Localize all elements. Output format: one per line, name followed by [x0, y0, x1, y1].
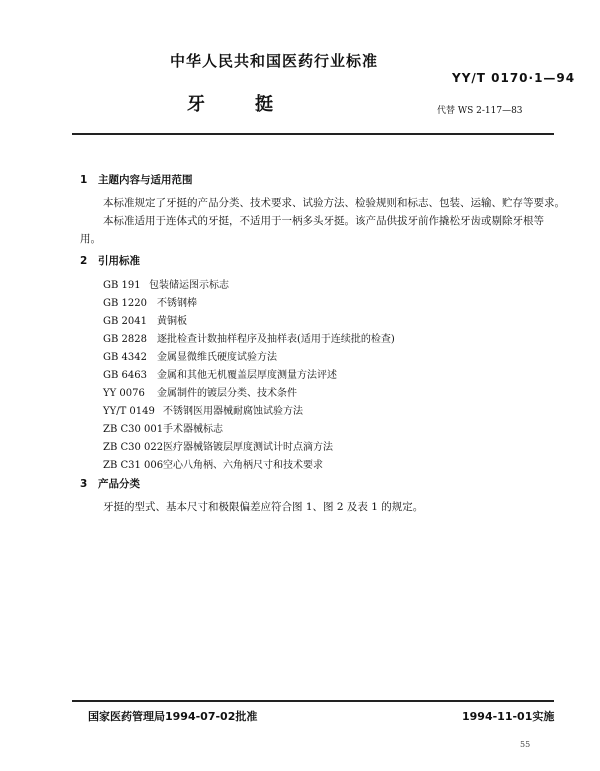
standard-code: YY/T 0170·1—94: [452, 71, 576, 85]
reference-code: YY/T 0149: [103, 406, 155, 417]
reference-title: 不锈钢医用器械耐腐蚀试验方法: [163, 406, 303, 417]
replaces-note: 代替 WS 2-117—83: [437, 106, 523, 116]
approval-line: 国家医药管理局1994-07-02批准: [88, 710, 258, 723]
reference-code: ZB C30 001: [103, 424, 164, 435]
section-1-para-2-line-1: 本标准适用于连体式的牙挺，不适用于一柄多头牙挺。该产品供拔牙前作撬松牙齿或剔除牙根等: [103, 215, 544, 227]
section-3-title: [80, 476, 140, 491]
reference-title: 空心八角柄、六角柄尺寸和技术要求: [163, 460, 323, 471]
reference-code: GB 2041: [103, 316, 147, 327]
header-divider: [72, 133, 554, 135]
reference-title: 黄铜板: [157, 316, 187, 327]
reference-code: YY 0076: [103, 388, 145, 399]
reference-title: 包装储运图示标志: [149, 280, 229, 291]
reference-item: [103, 276, 229, 291]
reference-item: [103, 420, 223, 435]
reference-item: [103, 348, 277, 363]
reference-code: GB 4342: [103, 352, 147, 363]
footer-divider: [72, 700, 554, 702]
effective-date: 1994-11-01实施: [462, 710, 555, 723]
section-1-heading: 主题内容与适用范围: [98, 174, 193, 186]
title-part-2: 挺: [255, 94, 273, 115]
reference-title: 医疗器械铬镀层厚度测试计时点滴方法: [163, 442, 333, 453]
section-3-number: 3: [80, 478, 88, 490]
reference-code: GB 6463: [103, 370, 147, 381]
section-1-para-2-line-2: 用。: [80, 233, 101, 245]
reference-code: ZB C30 022: [103, 442, 164, 453]
reference-code: GB 191: [103, 280, 141, 291]
section-1-para-1: 本标准规定了牙挺的产品分类、技术要求、试验方法、检验规则和标志、包装、运输、贮存等要求。: [103, 197, 565, 209]
page-number: 55: [520, 740, 531, 749]
reference-title: 手术器械标志: [163, 424, 223, 435]
reference-item: [103, 312, 187, 327]
reference-title: 金属显微维氏硬度试验方法: [157, 352, 277, 363]
section-1-number: 1: [80, 174, 88, 186]
reference-code: GB 1220: [103, 298, 147, 309]
reference-title: 逐批检查计数抽样程序及抽样表(适用于连续批的检查): [157, 334, 395, 345]
reference-title: 不锈钢棒: [157, 298, 197, 309]
reference-item: [103, 330, 395, 345]
reference-item: [103, 384, 297, 399]
reference-item: [103, 294, 197, 309]
standard-org-heading: 中华人民共和国医药行业标准: [170, 52, 379, 70]
reference-title: 金属和其他无机覆盖层厚度测量方法评述: [157, 370, 337, 381]
reference-title: 金属制件的镀层分类、技术条件: [157, 388, 297, 399]
reference-item: [103, 402, 303, 417]
section-3-para-1: 牙挺的型式、基本尺寸和极限偏差应符合图 1、图 2 及表 1 的规定。: [103, 501, 424, 513]
reference-item: [103, 366, 337, 381]
reference-code: ZB C31 006: [103, 460, 164, 471]
section-2-heading: 引用标准: [98, 255, 140, 267]
reference-item: [103, 438, 333, 453]
section-1-title: [80, 172, 193, 187]
reference-item: [103, 456, 323, 471]
section-3-heading: 产品分类: [98, 478, 140, 490]
title-part-1: 牙: [187, 94, 205, 115]
standard-title: [187, 90, 273, 116]
reference-code: GB 2828: [103, 334, 147, 345]
section-2-number: 2: [80, 255, 88, 267]
section-2-title: [80, 253, 140, 268]
